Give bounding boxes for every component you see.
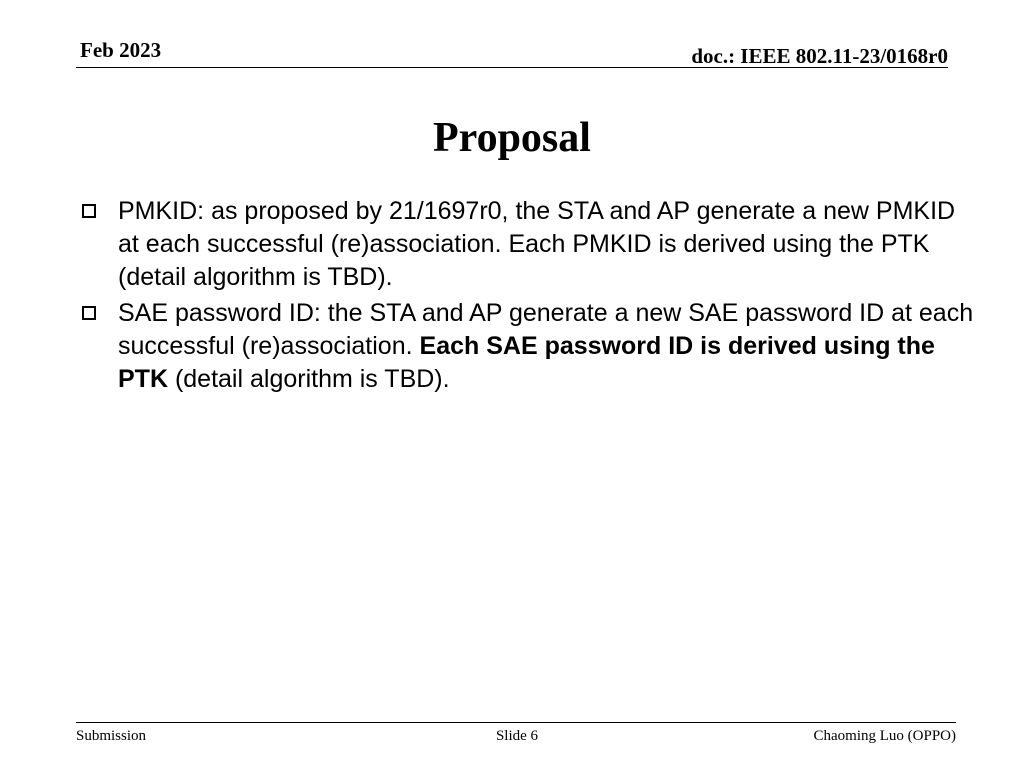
footer-submission: Submission: [76, 728, 147, 744]
bullet-text: PMKID: as proposed by 21/1697r0, the STA and AP generate a new PMKID at each successful (re)association. Each PMKID is derived using the PTK (detail algorithm is TBD).: [118, 197, 956, 291]
header-divider: [76, 67, 948, 68]
bullet-text-part: (detail algorithm is TBD).: [168, 365, 450, 393]
footer-author: Chaoming Luo (OPPO): [813, 728, 956, 744]
bullet-text-bold: Each SAE password ID is derived using the PTK: [118, 332, 935, 393]
square-bullet-icon: [82, 306, 96, 320]
header-date: Feb 2023: [80, 38, 162, 62]
bullet-item-pmkid: [80, 195, 980, 294]
square-bullet-icon: [82, 204, 96, 218]
header-doc-id: doc.: IEEE 802.11-23/0168r0: [691, 44, 948, 68]
footer-divider: [76, 722, 956, 723]
bullet-text-part: SAE password ID: the STA and AP generate a new SAE password ID at each successful (re)association.: [118, 299, 974, 360]
slide-title: Proposal: [433, 115, 591, 161]
bullet-item-sae-password-id: [80, 297, 980, 396]
footer-slide-number: Slide 6: [495, 728, 539, 744]
bullet-text: [118, 299, 973, 393]
slide-content: [80, 195, 980, 399]
